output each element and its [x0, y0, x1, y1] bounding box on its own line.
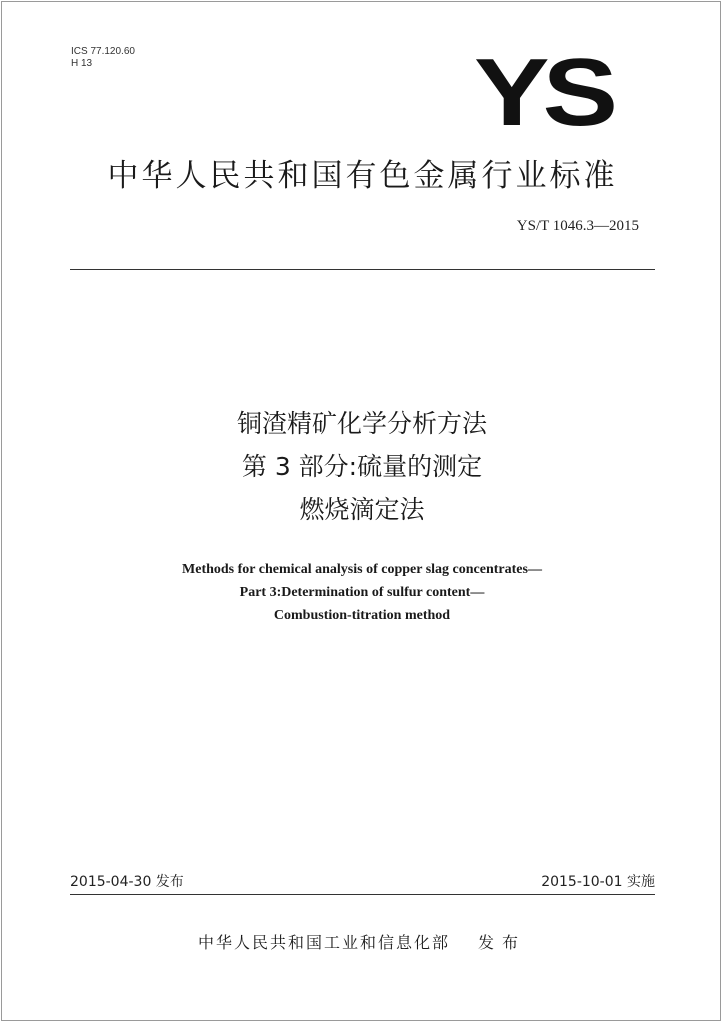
bottom-divider [70, 894, 655, 895]
publisher-action: 发布 [478, 933, 527, 952]
ics-code: ICS 77.120.60 [71, 46, 135, 57]
publisher-name: 中华人民共和国工业和信息化部 [197, 933, 450, 952]
issue-date: 2015-04-30 发布 [70, 874, 184, 890]
title-cn-line-3: 燃烧滴定法 [299, 495, 425, 524]
standard-code: YS/T 1046.3—2015 [516, 218, 639, 234]
english-title-block [0, 558, 724, 627]
implementation-date: 2015-10-01 实施 [541, 874, 655, 890]
publisher-line [0, 930, 724, 953]
category-code: H 13 [71, 58, 93, 69]
title-en-line-1: Methods for chemical analysis of copper slag concentrates— [182, 562, 542, 577]
standard-title: 中华人民共和国有色金属行业标准 [107, 158, 618, 194]
chinese-title-block [0, 402, 724, 531]
top-divider [70, 269, 655, 270]
ys-logo: YS [474, 39, 611, 146]
title-en-line-2: Part 3:Determination of sulfur content— [239, 585, 485, 600]
classification-codes [71, 46, 135, 70]
title-en-line-3: Combustion-titration method [273, 608, 451, 623]
title-cn-line-1: 铜渣精矿化学分析方法 [236, 409, 487, 438]
title-cn-line-2: 第 3 部分:硫量的测定 [241, 452, 483, 481]
